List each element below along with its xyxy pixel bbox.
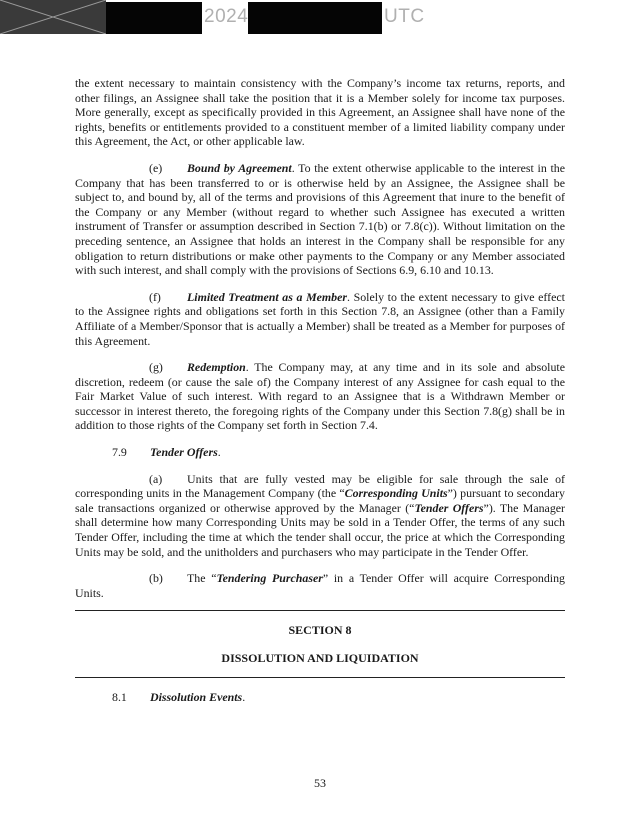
defined-term: Tender Offers — [414, 500, 484, 515]
section-8-1-heading: 8.1 Dissolution Events. — [112, 689, 246, 704]
document-body — [75, 76, 565, 704]
header-timezone: UTC — [384, 6, 425, 27]
section-rule-bottom — [75, 677, 565, 678]
clause-text: . The Company may, at any time and in its sole and absolute discretion, redeem (or cause the sale of) the Company interest of any Assignee for cash equal to the Fair Market Value of such interest. With regard to an Assignee that is a Withdrawn Member or successor in interest thereto, the foregoing rights of the Company under this Section 7.8(g) shall be in addition to those rights of the Company set forth in Section 7.4. — [75, 360, 565, 433]
redaction-block — [106, 2, 202, 34]
section-rule-top — [75, 610, 565, 611]
clause-label: (b) — [149, 571, 163, 586]
section-number: 7.9 — [112, 445, 127, 460]
clause-heading: Limited Treatment as a Member — [187, 289, 348, 304]
defined-term: Tendering Purchaser — [216, 571, 323, 586]
section-heading: Tender Offers — [150, 445, 218, 460]
clause-label: (e) — [149, 160, 163, 175]
redaction-block — [248, 2, 382, 34]
clause-text: . Solely to the extent necessary to give effect to the Assignee rights and obligations set forth in this Section 7.8, an Assignee (other than a Family Affiliate of a Member/Sponsor that is actually a Member) shall be treated as a Member for purposes of this Agreement. — [75, 289, 565, 348]
section-number: 8.1 — [112, 689, 127, 704]
header-banner — [0, 0, 640, 34]
clause-heading: Bound by Agreement — [187, 160, 292, 175]
clause-label: (g) — [149, 360, 163, 375]
defined-term: Corresponding Units — [344, 486, 448, 501]
clause-b: (b) The “Tendering Purchaser” in a Tender Offer will acquire Corresponding Units. — [75, 571, 565, 600]
clause-heading: Redemption — [187, 360, 246, 375]
header-year: 2024 — [204, 6, 249, 27]
paragraph-continuation: the extent necessary to maintain consistency with the Company’s income tax returns, reports, and other filings, an Assignee shall take the position that it is a Member solely for income tax purposes. More generally, except as specifically provided in this Agreement, an Assignee shall have none of the rights, benefits or entitlements provided to a constituent member of a limited liability company under this Agreement, the Act, or other applicable law. — [75, 76, 565, 149]
section-subtitle: DISSOLUTION AND LIQUIDATION — [221, 651, 419, 665]
clause-label: (a) — [149, 471, 163, 486]
clause-text: . To the extent otherwise applicable to the interest in the Company that has been transferred to or is otherwise held by an Assignee, the Assignee shall be subject to, and bound by, all of the terms and provisions of this Agreement that inure to the benefit of the Company or any Member (without regard to whether such Assignee has executed a written instrument of Transfer or assumption described in Section 7.1(b) or 7.8(c)). Without limitation on the preceding sentence, an Assignee that holds an interest in the Company shall be responsible for any obligation to return distributions or make other payments to the Company or any Member associated with such interest, and shall comply with the provisions of Sections 6.9, 6.10 and 10.13. — [75, 160, 565, 278]
clause-g — [75, 360, 565, 433]
section-title: SECTION 8 — [288, 623, 352, 638]
clause-label: (f) — [149, 289, 161, 304]
clause-e — [75, 161, 565, 278]
section-heading: Dissolution Events — [150, 689, 243, 704]
redacted-thumbnail — [0, 0, 106, 34]
clause-f — [75, 290, 565, 348]
page-number: 53 — [314, 776, 326, 790]
clause-a: (a) Units that are fully vested may be eligible for sale through the sale of corresponding units in the Management Company (the “Corresponding Units”) pursuant to secondary sale transactions organized or otherwise approved by the Manager (“Tender Offers”). The Manager shall determine how many Corresponding Units may be sold in a Tender Offer, the terms of any such Tender Offer, including the time at which the tender shall occur, the price at which the Corresponding Units may be sold, and the unitholders and purchasers who may participate in the Tender Offer. — [75, 471, 565, 559]
section-7-9-heading: 7.9 Tender Offers. — [112, 445, 221, 460]
